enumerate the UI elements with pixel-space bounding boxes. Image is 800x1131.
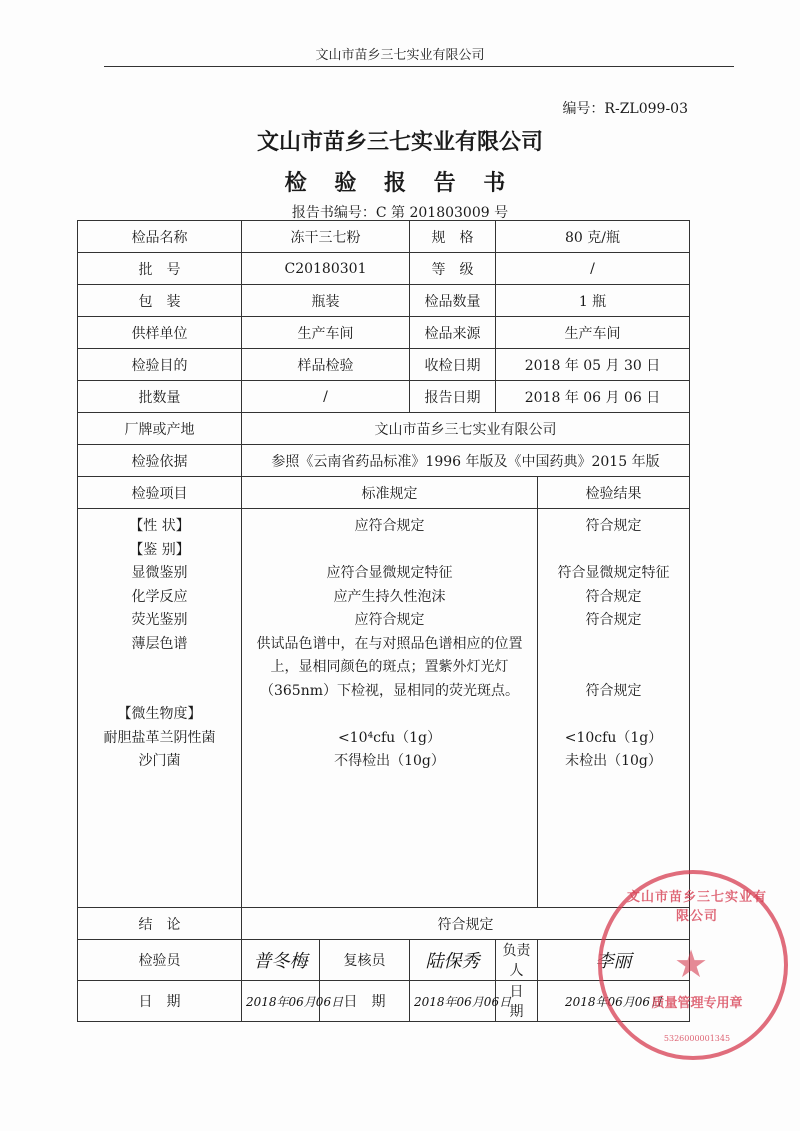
conclusion-value: 符合规定 — [242, 908, 690, 940]
test-standard: 应符合显微规定特征 — [326, 565, 453, 581]
origin-label: 厂牌或产地 — [78, 413, 242, 445]
table-row — [78, 349, 690, 381]
conclusion-label: 结 论 — [78, 908, 242, 940]
table-row — [78, 381, 690, 413]
test-results-list — [542, 515, 685, 774]
table-row — [78, 477, 690, 509]
header-divider — [104, 66, 734, 67]
table-row — [78, 981, 690, 1022]
test-standard: （365nm）下检视，显相同的荧光斑点。 — [259, 682, 519, 699]
package-label: 包 装 — [78, 285, 242, 317]
test-result: 符合规定 — [585, 518, 642, 534]
receive-date-label: 收检日期 — [410, 349, 496, 381]
inspection-table — [77, 220, 690, 1022]
test-items-cell — [78, 509, 242, 908]
manager-date: 2018年06月06日 — [538, 981, 690, 1022]
table-row — [78, 221, 690, 253]
test-item: 【鉴 别】 — [129, 541, 190, 558]
test-standard: <10⁴cfu（1g） — [337, 729, 442, 746]
package-value: 瓶装 — [242, 285, 410, 317]
test-result: 符合显微规定特征 — [557, 565, 670, 581]
spec-label: 规 格 — [410, 221, 496, 253]
manager-date-label: 日 期 — [496, 981, 538, 1022]
reviewer-date-label: 日 期 — [320, 981, 410, 1022]
seal-code: 5326000001345 — [663, 1034, 731, 1043]
origin-value: 文山市苗乡三七实业有限公司 — [242, 413, 690, 445]
source-value: 生产车间 — [496, 317, 690, 349]
table-row — [78, 413, 690, 445]
test-result — [542, 703, 685, 727]
test-item — [82, 680, 237, 704]
supplier-label: 供样单位 — [78, 317, 242, 349]
batch-value: C20180301 — [242, 253, 410, 285]
product-name-label: 检品名称 — [78, 221, 242, 253]
test-result: 符合规定 — [585, 682, 642, 699]
company-seal — [598, 870, 788, 1060]
test-body-row — [78, 509, 690, 908]
batch-qty-value: / — [242, 381, 410, 413]
purpose-label: 检验目的 — [78, 349, 242, 381]
inspector-signature: 普冬梅 — [242, 940, 320, 981]
manager-label: 负责人 — [496, 940, 538, 981]
basis-label: 检验依据 — [78, 445, 242, 477]
col-item-header: 检验项目 — [78, 477, 242, 509]
col-std-header: 标准规定 — [242, 477, 538, 509]
document-number: 编号：R-ZL099-03 — [562, 101, 688, 117]
test-result — [542, 539, 685, 563]
company-name: 文山市苗乡三七实业有限公司 — [256, 129, 543, 155]
test-standard: 不得检出（10g） — [334, 753, 445, 769]
quantity-label: 检品数量 — [410, 285, 496, 317]
basis-value: 参照《云南省药品标准》1996 年版及《中国药典》2015 年版 — [242, 445, 690, 477]
quantity-value: 1 瓶 — [496, 285, 690, 317]
test-item: 荧光鉴别 — [131, 612, 188, 628]
grade-label: 等 级 — [410, 253, 496, 285]
test-item: 显微鉴别 — [131, 565, 188, 581]
test-item: 薄层色谱 — [131, 635, 188, 652]
spec-value: 80 克/瓶 — [496, 221, 690, 253]
col-result-header: 检验结果 — [538, 477, 690, 509]
test-standard: 供试品色谱中，在与对照品色谱相应的位置 — [256, 635, 523, 652]
purpose-value: 样品检验 — [242, 349, 410, 381]
test-standard — [246, 539, 533, 563]
batch-label: 批 号 — [78, 253, 242, 285]
test-standard: 应符合规定 — [354, 612, 425, 628]
reviewer-label: 复核员 — [320, 940, 410, 981]
manager-signature: 李丽 — [538, 940, 690, 981]
date-label: 日 期 — [78, 981, 242, 1022]
test-items-list — [82, 515, 237, 774]
inspector-date: 2018年06月06日 — [242, 981, 320, 1022]
seal-department: 质量管理专用章 — [651, 996, 743, 1011]
receive-date-value: 2018 年 05 月 30 日 — [496, 349, 690, 381]
test-item: 化学反应 — [131, 588, 188, 605]
supplier-value: 生产车间 — [242, 317, 410, 349]
test-standard: 应产生持久性泡沫 — [333, 588, 446, 605]
table-row — [78, 908, 690, 940]
table-row — [78, 445, 690, 477]
test-item: 沙门菌 — [138, 753, 181, 769]
running-header: 文山市苗乡三七实业有限公司 — [315, 48, 485, 63]
test-standards-cell — [242, 509, 538, 908]
test-item: 【微生物度】 — [117, 706, 202, 722]
report-date-label: 报告日期 — [410, 381, 496, 413]
table-row — [78, 285, 690, 317]
test-item: 耐胆盐革兰阴性菌 — [103, 729, 216, 746]
inspector-label: 检验员 — [78, 940, 242, 981]
test-result — [542, 656, 685, 680]
test-standards-list — [246, 515, 533, 774]
test-result: 符合规定 — [585, 588, 642, 605]
test-item: 【性 状】 — [129, 518, 190, 534]
report-date-value: 2018 年 06 月 06 日 — [496, 381, 690, 413]
test-result — [542, 633, 685, 657]
test-result: <10cfu（1g） — [564, 729, 663, 746]
table-row — [78, 317, 690, 349]
seal-star-icon: ★ — [674, 942, 709, 986]
test-standard — [246, 703, 533, 727]
reviewer-signature: 陆保秀 — [410, 940, 496, 981]
test-item — [82, 656, 237, 680]
product-name-value: 冻干三七粉 — [242, 221, 410, 253]
source-label: 检品来源 — [410, 317, 496, 349]
grade-value: / — [496, 253, 690, 285]
test-result: 未检出（10g） — [565, 753, 662, 769]
reviewer-date: 2018年06月06日 — [410, 981, 496, 1022]
table-row — [78, 253, 690, 285]
batch-qty-label: 批数量 — [78, 381, 242, 413]
test-result: 符合规定 — [585, 612, 642, 628]
test-results-cell — [538, 509, 690, 908]
report-number: 报告书编号：C 第 201803009 号 — [291, 205, 509, 221]
report-title: 检 验 报 告 书 — [284, 170, 516, 196]
test-standard: 上，显相同颜色的斑点；置紫外灯光灯 — [270, 659, 509, 675]
seal-ring-text: 文山市苗乡三七实业有限公司 — [626, 890, 767, 924]
test-standard: 应符合规定 — [354, 518, 425, 534]
